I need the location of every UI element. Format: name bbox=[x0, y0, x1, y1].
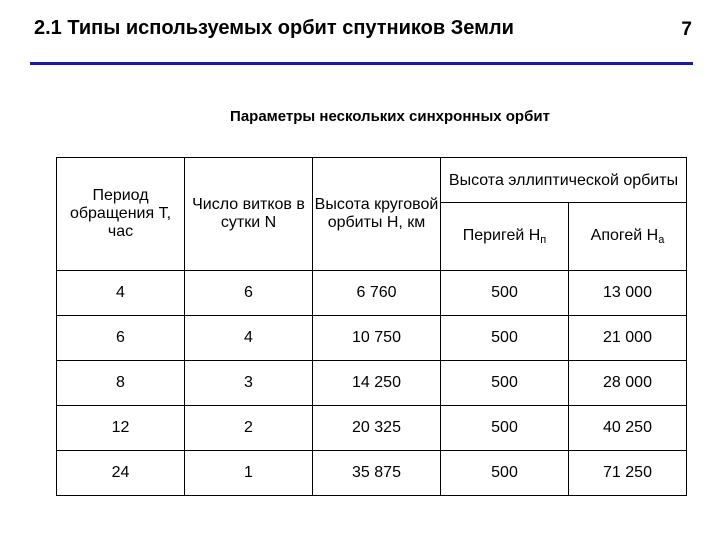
perigee-subscript: п bbox=[540, 234, 547, 247]
cell-turns: 1 bbox=[185, 451, 313, 496]
column-header-period: Период обращения Т, час bbox=[57, 158, 185, 271]
cell-perigee: 500 bbox=[441, 271, 569, 316]
cell-perigee: 500 bbox=[441, 406, 569, 451]
column-header-elliptic-height: Высота эллиптической орбиты bbox=[441, 158, 687, 203]
perigee-label: Перигей Н bbox=[462, 227, 541, 245]
cell-period: 4 bbox=[57, 271, 185, 316]
orbit-parameters-table bbox=[56, 157, 687, 496]
cell-circular-height: 14 250 bbox=[313, 361, 441, 406]
table-caption: Параметры нескольких синхронных орбит bbox=[230, 108, 550, 125]
table-row bbox=[57, 451, 687, 496]
column-header-turns: Число витков в сутки N bbox=[185, 158, 313, 271]
cell-turns: 6 bbox=[185, 271, 313, 316]
cell-period: 12 bbox=[57, 406, 185, 451]
cell-apogee: 13 000 bbox=[569, 271, 687, 316]
cell-apogee: 21 000 bbox=[569, 316, 687, 361]
cell-turns: 4 bbox=[185, 316, 313, 361]
apogee-subscript: а bbox=[658, 234, 665, 247]
slide-title: 2.1 Типы используемых орбит спутников Земли bbox=[34, 17, 514, 39]
cell-apogee: 71 250 bbox=[569, 451, 687, 496]
title-underline bbox=[30, 62, 693, 65]
column-header-apogee bbox=[569, 203, 687, 271]
apogee-label: Апогей Н bbox=[590, 227, 659, 245]
cell-apogee: 28 000 bbox=[569, 361, 687, 406]
cell-circular-height: 20 325 bbox=[313, 406, 441, 451]
cell-perigee: 500 bbox=[441, 316, 569, 361]
table-row bbox=[57, 406, 687, 451]
table-row bbox=[57, 316, 687, 361]
table-row bbox=[57, 361, 687, 406]
cell-period: 8 bbox=[57, 361, 185, 406]
cell-apogee: 40 250 bbox=[569, 406, 687, 451]
cell-turns: 3 bbox=[185, 361, 313, 406]
cell-period: 24 bbox=[57, 451, 185, 496]
cell-turns: 2 bbox=[185, 406, 313, 451]
column-header-circular-height: Высота круговой орбиты Н, км bbox=[313, 158, 441, 271]
cell-period: 6 bbox=[57, 316, 185, 361]
column-header-perigee bbox=[441, 203, 569, 271]
cell-perigee: 500 bbox=[441, 361, 569, 406]
cell-circular-height: 10 750 bbox=[313, 316, 441, 361]
page-number: 7 bbox=[681, 19, 692, 40]
cell-perigee: 500 bbox=[441, 451, 569, 496]
table-row bbox=[57, 271, 687, 316]
cell-circular-height: 6 760 bbox=[313, 271, 441, 316]
cell-circular-height: 35 875 bbox=[313, 451, 441, 496]
